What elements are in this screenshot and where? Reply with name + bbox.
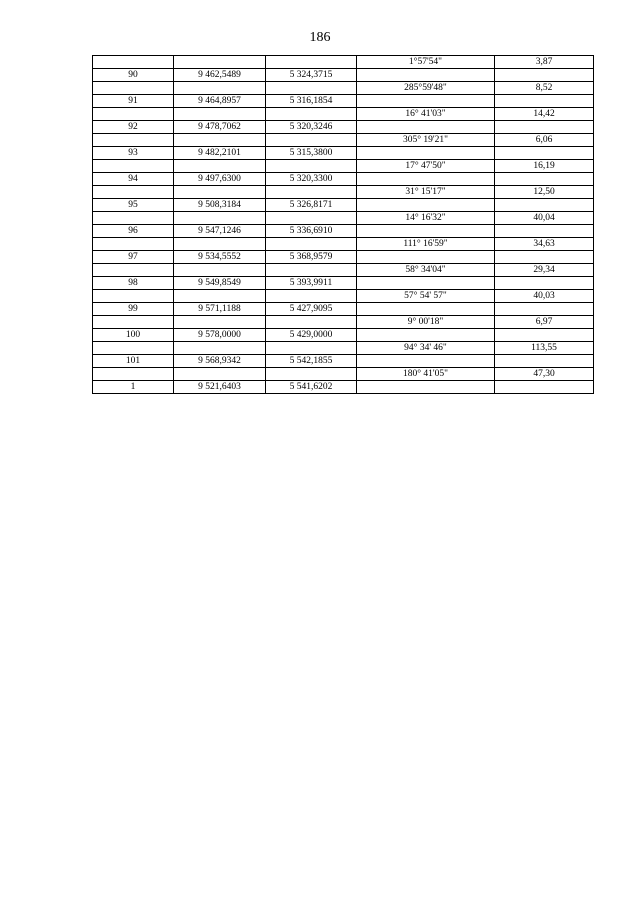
y-coordinate-cell [266,290,357,303]
table-row [93,277,594,290]
y-coordinate-cell: 5 324,3715 [266,69,357,82]
table-row [93,381,594,394]
x-coordinate-cell: 9 497,6300 [174,173,266,186]
direction-angle-cell [357,69,495,82]
y-coordinate-cell: 5 427,9095 [266,303,357,316]
x-coordinate-cell [174,56,266,69]
direction-angle-cell: 16° 41'03" [357,108,495,121]
point-number-cell [93,134,174,147]
direction-angle-cell [357,121,495,134]
distance-cell: 14,42 [495,108,594,121]
table-row [93,251,594,264]
distance-cell [495,69,594,82]
direction-angle-cell: 94° 34' 46" [357,342,495,355]
table-row [93,225,594,238]
direction-angle-cell: 14° 16'32" [357,212,495,225]
distance-cell: 8,52 [495,82,594,95]
y-coordinate-cell [266,108,357,121]
table-row [93,173,594,186]
distance-cell: 40,04 [495,212,594,225]
direction-angle-cell [357,251,495,264]
table-row [93,82,594,95]
table-row [93,69,594,82]
table-row [93,290,594,303]
direction-angle-cell [357,355,495,368]
table-row [93,238,594,251]
y-coordinate-cell [266,264,357,277]
distance-cell: 113,55 [495,342,594,355]
point-number-cell: 100 [93,329,174,342]
x-coordinate-cell [174,160,266,173]
y-coordinate-cell [266,56,357,69]
table-row [93,342,594,355]
x-coordinate-cell [174,264,266,277]
point-number-cell [93,368,174,381]
direction-angle-cell [357,381,495,394]
y-coordinate-cell: 5 542,1855 [266,355,357,368]
y-coordinate-cell: 5 541,6202 [266,381,357,394]
table-row [93,368,594,381]
x-coordinate-cell: 9 534,5552 [174,251,266,264]
point-number-cell [93,238,174,251]
distance-cell: 3,87 [495,56,594,69]
x-coordinate-cell: 9 578,0000 [174,329,266,342]
point-number-cell [93,108,174,121]
direction-angle-cell [357,199,495,212]
x-coordinate-cell [174,82,266,95]
table-row [93,160,594,173]
y-coordinate-cell [266,134,357,147]
distance-cell: 12,50 [495,186,594,199]
direction-angle-cell: 58° 34'04" [357,264,495,277]
y-coordinate-cell [266,342,357,355]
direction-angle-cell: 305° 19'21" [357,134,495,147]
y-coordinate-cell: 5 320,3246 [266,121,357,134]
point-number-cell [93,264,174,277]
table-row [93,56,594,69]
direction-angle-cell: 1°57'54" [357,56,495,69]
coordinates-table [92,55,594,394]
x-coordinate-cell [174,290,266,303]
distance-cell [495,329,594,342]
distance-cell [495,225,594,238]
direction-angle-cell [357,147,495,160]
point-number-cell [93,56,174,69]
table-row [93,303,594,316]
table-row [93,212,594,225]
direction-angle-cell [357,173,495,186]
y-coordinate-cell: 5 368,9579 [266,251,357,264]
x-coordinate-cell: 9 464,8957 [174,95,266,108]
x-coordinate-cell: 9 549,8549 [174,277,266,290]
y-coordinate-cell [266,316,357,329]
x-coordinate-cell: 9 482,2101 [174,147,266,160]
distance-cell: 16,19 [495,160,594,173]
direction-angle-cell: 9° 00'18" [357,316,495,329]
y-coordinate-cell [266,160,357,173]
point-number-cell [93,342,174,355]
y-coordinate-cell [266,82,357,95]
table-row [93,108,594,121]
y-coordinate-cell: 5 316,1854 [266,95,357,108]
y-coordinate-cell [266,212,357,225]
x-coordinate-cell [174,342,266,355]
distance-cell [495,277,594,290]
point-number-cell: 1 [93,381,174,394]
distance-cell [495,303,594,316]
distance-cell [495,147,594,160]
point-number-cell [93,316,174,329]
direction-angle-cell [357,303,495,316]
direction-angle-cell [357,277,495,290]
point-number-cell: 101 [93,355,174,368]
point-number-cell: 93 [93,147,174,160]
x-coordinate-cell: 9 462,5489 [174,69,266,82]
page-number: 186 [309,30,331,45]
table-row [93,199,594,212]
direction-angle-cell [357,225,495,238]
x-coordinate-cell [174,238,266,251]
point-number-cell: 97 [93,251,174,264]
y-coordinate-cell: 5 393,9911 [266,277,357,290]
distance-cell: 40,03 [495,290,594,303]
direction-angle-cell [357,329,495,342]
direction-angle-cell: 285°59'48" [357,82,495,95]
x-coordinate-cell [174,212,266,225]
point-number-cell [93,82,174,95]
point-number-cell [93,290,174,303]
point-number-cell: 91 [93,95,174,108]
table-row [93,186,594,199]
direction-angle-cell: 111° 16'59" [357,238,495,251]
table-row [93,355,594,368]
point-number-cell [93,186,174,199]
direction-angle-cell: 17° 47'50" [357,160,495,173]
table-row [93,329,594,342]
direction-angle-cell [357,95,495,108]
point-number-cell: 94 [93,173,174,186]
y-coordinate-cell: 5 326,8171 [266,199,357,212]
point-number-cell: 98 [93,277,174,290]
x-coordinate-cell [174,368,266,381]
point-number-cell: 99 [93,303,174,316]
x-coordinate-cell: 9 478,7062 [174,121,266,134]
x-coordinate-cell [174,186,266,199]
distance-cell [495,251,594,264]
y-coordinate-cell: 5 336,6910 [266,225,357,238]
point-number-cell: 92 [93,121,174,134]
point-number-cell: 90 [93,69,174,82]
x-coordinate-cell: 9 568,9342 [174,355,266,368]
point-number-cell: 95 [93,199,174,212]
table-row [93,316,594,329]
distance-cell: 29,34 [495,264,594,277]
y-coordinate-cell: 5 320,3300 [266,173,357,186]
x-coordinate-cell: 9 521,6403 [174,381,266,394]
x-coordinate-cell: 9 547,1246 [174,225,266,238]
y-coordinate-cell: 5 315,3800 [266,147,357,160]
y-coordinate-cell: 5 429,0000 [266,329,357,342]
table-row [93,147,594,160]
point-number-cell: 96 [93,225,174,238]
point-number-cell [93,212,174,225]
distance-cell [495,199,594,212]
table-row [93,121,594,134]
distance-cell: 6,97 [495,316,594,329]
distance-cell [495,121,594,134]
direction-angle-cell: 180° 41'05" [357,368,495,381]
y-coordinate-cell [266,368,357,381]
point-number-cell [93,160,174,173]
x-coordinate-cell [174,134,266,147]
distance-cell: 34,63 [495,238,594,251]
y-coordinate-cell [266,238,357,251]
y-coordinate-cell [266,186,357,199]
distance-cell [495,173,594,186]
table-body [93,56,594,394]
distance-cell [495,355,594,368]
direction-angle-cell: 31° 15'17" [357,186,495,199]
direction-angle-cell: 57° 54' 57" [357,290,495,303]
x-coordinate-cell [174,108,266,121]
table-row [93,95,594,108]
table-row [93,264,594,277]
distance-cell [495,381,594,394]
distance-cell [495,95,594,108]
distance-cell: 6,06 [495,134,594,147]
x-coordinate-cell: 9 571,1188 [174,303,266,316]
distance-cell: 47,30 [495,368,594,381]
x-coordinate-cell: 9 508,3184 [174,199,266,212]
x-coordinate-cell [174,316,266,329]
table-row [93,134,594,147]
